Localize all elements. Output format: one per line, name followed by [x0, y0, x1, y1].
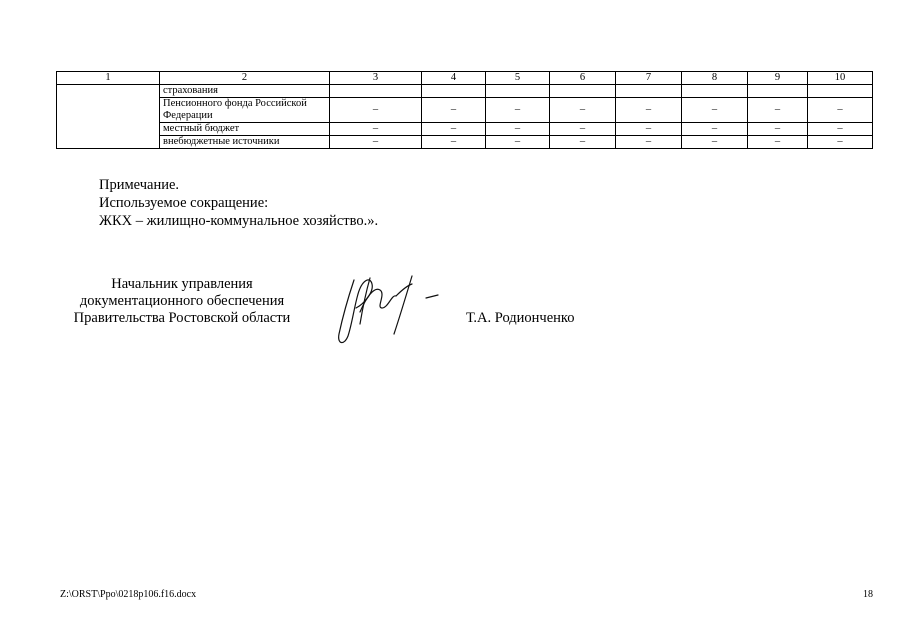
column-number: 9 [748, 72, 808, 85]
column-number: 6 [550, 72, 616, 85]
table-cell: – [682, 136, 748, 149]
table-cell [682, 85, 748, 98]
table-cell: – [486, 136, 550, 149]
table-cell: – [682, 123, 748, 136]
column-number: 2 [160, 72, 330, 85]
page-number: 18 [863, 589, 873, 600]
table-header-row [57, 72, 873, 85]
table-cell [330, 85, 422, 98]
table-cell: – [550, 98, 616, 123]
column-number: 4 [422, 72, 486, 85]
table-cell [616, 85, 682, 98]
table-cell: – [808, 98, 873, 123]
table-cell: – [422, 136, 486, 149]
row-label: Пенсионного фонда Российской Федерации [160, 98, 330, 123]
table-cell: – [748, 98, 808, 123]
signer-position [56, 276, 308, 327]
row-label: внебюджетные источники [160, 136, 330, 149]
table-cell: – [330, 136, 422, 149]
table-cell: – [616, 98, 682, 123]
table-cell [550, 85, 616, 98]
table-cell: – [330, 123, 422, 136]
table-cell [422, 85, 486, 98]
table-cell: – [422, 123, 486, 136]
table-cell: – [550, 136, 616, 149]
signer-name: Т.А. Родионченко [466, 310, 575, 326]
table-cell: – [616, 136, 682, 149]
footer-file-path: Z:\ORST\Ppo\0218p106.f16.docx [60, 589, 197, 600]
column-number: 5 [486, 72, 550, 85]
column-number: 3 [330, 72, 422, 85]
note-line: Используемое сокращение: [99, 195, 269, 211]
table-cell-empty [57, 85, 160, 149]
position-line: документационного обеспечения [79, 293, 285, 309]
table-cell: – [616, 123, 682, 136]
table-cell [808, 85, 873, 98]
table-row [57, 85, 873, 98]
table-cell: – [748, 136, 808, 149]
table-cell [486, 85, 550, 98]
table-cell [748, 85, 808, 98]
column-number: 8 [682, 72, 748, 85]
position-line: Правительства Ростовской области [73, 310, 291, 326]
position-line: Начальник управления [111, 276, 253, 292]
table-row [57, 123, 873, 136]
table-row [57, 98, 873, 123]
table-cell: – [808, 136, 873, 149]
table-cell: – [748, 123, 808, 136]
table-cell: – [422, 98, 486, 123]
table-cell: – [682, 98, 748, 123]
note-block [99, 176, 378, 230]
column-number: 10 [808, 72, 873, 85]
financing-table [56, 71, 873, 149]
table-cell: – [808, 123, 873, 136]
table-row [57, 136, 873, 149]
note-title: Примечание. [99, 177, 180, 193]
row-label: страхования [160, 85, 330, 98]
table-cell: – [486, 123, 550, 136]
row-label: местный бюджет [160, 123, 330, 136]
column-number: 1 [57, 72, 160, 85]
note-line: ЖКХ – жилищно-коммунальное хозяйство.». [99, 213, 379, 229]
table-cell: – [550, 123, 616, 136]
table-cell: – [330, 98, 422, 123]
column-number: 7 [616, 72, 682, 85]
table-cell: – [486, 98, 550, 123]
handwritten-signature [330, 268, 445, 348]
